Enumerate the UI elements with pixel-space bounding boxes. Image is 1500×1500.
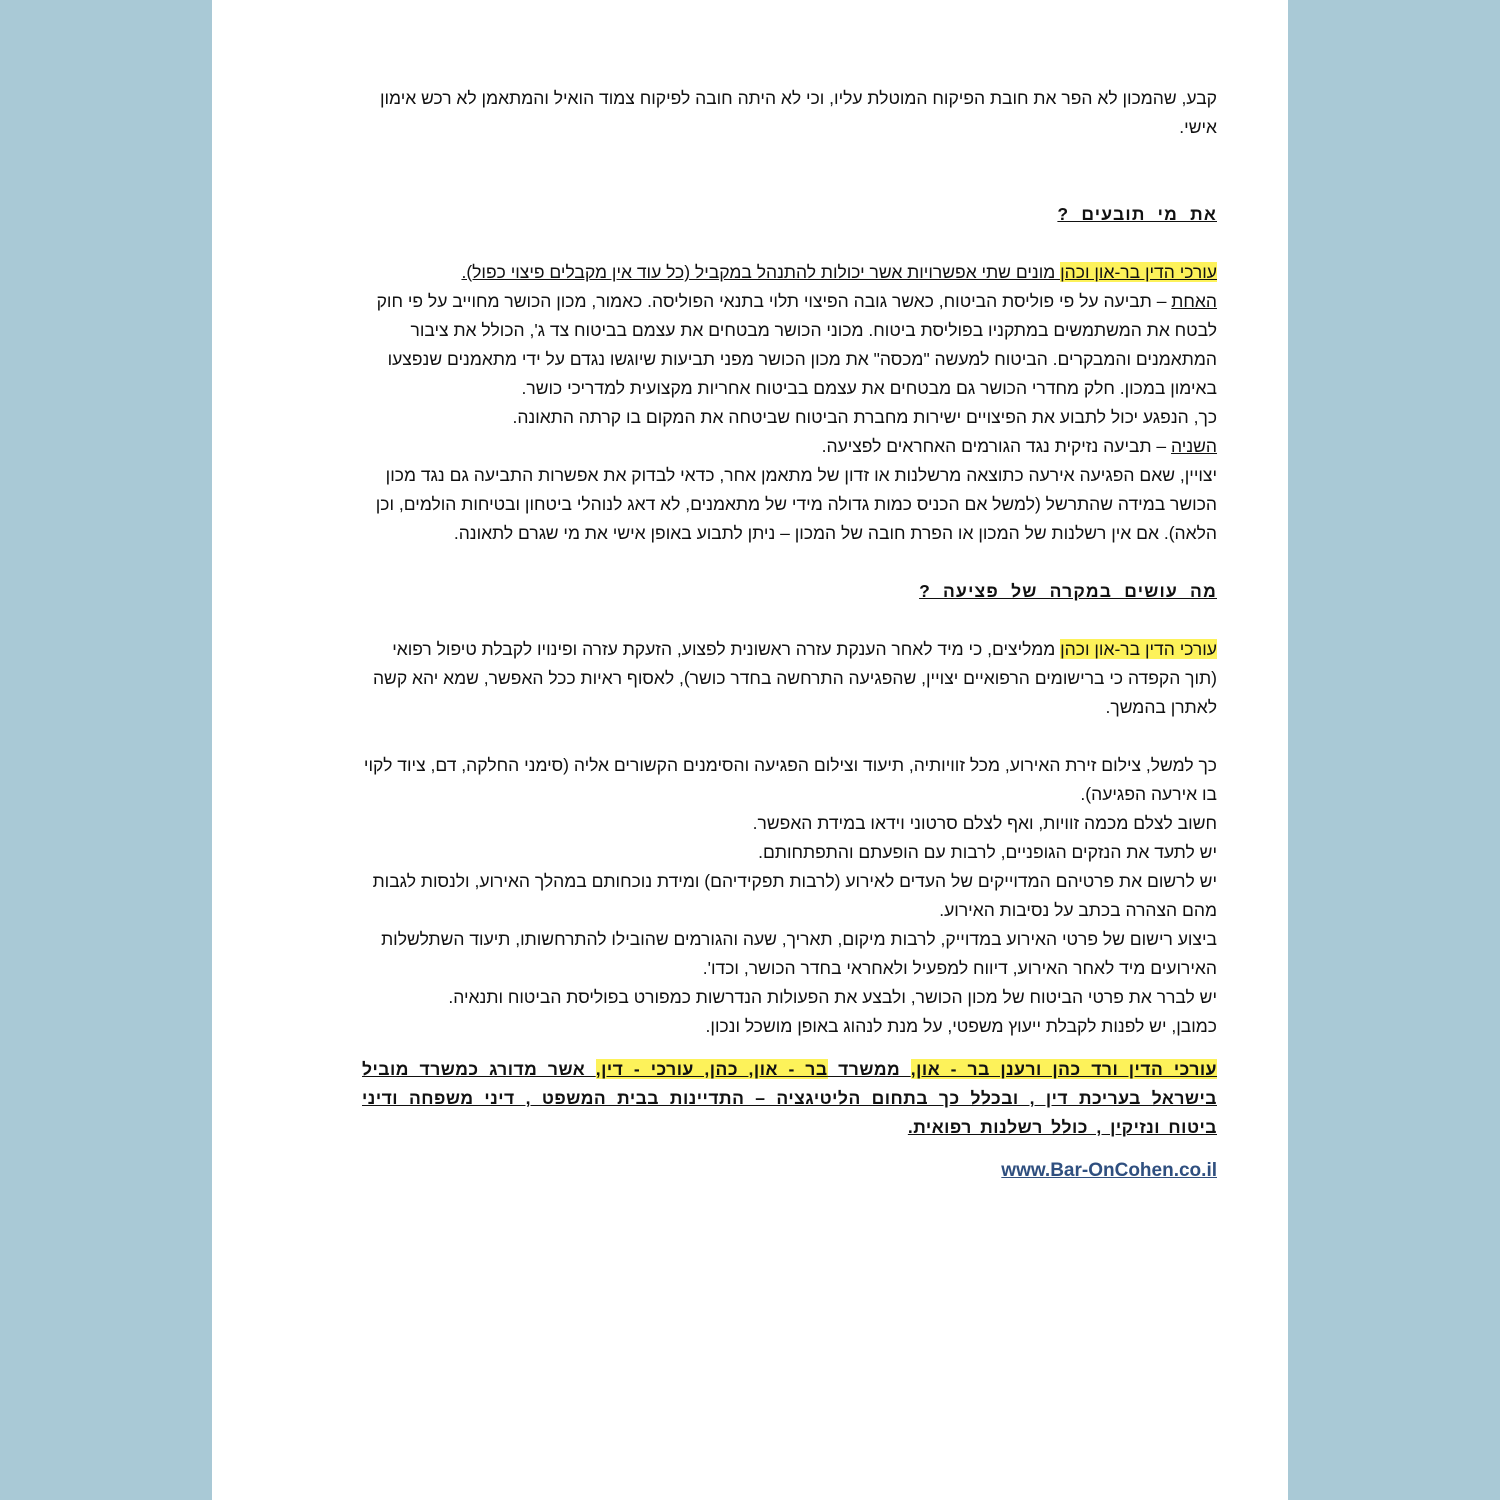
section1-lead <box>362 258 1217 287</box>
closing-paragraph <box>362 1055 1217 1142</box>
advice-item: יש לברר את פרטי הביטוח של מכון הכושר, ולבצע את הפעולות הנדרשות כמפורט בפוליסת הביטוח ותנאיה. <box>448 987 1217 1007</box>
advice-item: יש לרשום את פרטיהם המדוייקים של העדים לאירוע (לרבות תפקידיהם) ומידת נוכחותם במהלך האירוע, ולנסות לגבות מהם הצהרה בכתב על נסיבות האירוע. <box>372 871 1217 920</box>
section2-lead-text: ממליצים, כי מיד לאחר הענקת עזרה ראשונית לפצוע, הזעקת עזרה ופינויו לקבלת טיפול רפואי (תוך הקפדה כי ברישומים הרפואיים יצויין, שהפגיעה התרחשה בחדר כושר), לאסוף ראיות ככל האפשר, שמא יהא קשה לאתרן בהמשך. <box>372 639 1217 717</box>
closing-mid: ממשרד <box>827 1059 911 1079</box>
website-link[interactable]: www.Bar-OnCohen.co.il <box>1001 1160 1217 1181</box>
lawyers-highlight: עורכי הדין בר-און וכהן <box>1060 262 1217 282</box>
section-heading-who-to-sue: את מי תובעים ? <box>1057 204 1217 224</box>
advice-item: ביצוע רישום של פרטי האירוע במדוייק, לרבות מיקום, תאריך, שעה והגורמים שהובילו להתרחשותו, תיעוד השתלשלות האירועים מיד לאחר האירוע, דיווח למפעיל ולאחראי בחדר הכושר, וכדו'. <box>381 929 1217 978</box>
advice-item: כמובן, יש לפנות לקבלת ייעוץ משפטי, על מנת לנהוג באופן מושכל ונכון. <box>705 1016 1217 1036</box>
option-second-label: השניה <box>1171 436 1217 456</box>
closing-highlight-firm: בר - און, כהן, עורכי - דין, <box>595 1059 828 1079</box>
section2-lead <box>362 635 1217 722</box>
section-heading-injury: מה עושים במקרה של פציעה ? <box>919 581 1217 601</box>
section1-lead-text: מונים שתי אפשרויות אשר יכולות להתנהל במקביל (כל עוד אין מקבלים פיצוי כפול). <box>461 262 1061 282</box>
option-first-text2: כך, הנפגע יכול לתבוע את הפיצויים ישירות מחברת הביטוח שביטחה את המקום בו קרתה התאונה. <box>512 407 1217 427</box>
document-page <box>212 0 1288 1500</box>
section1-note: יצויין, שאם הפגיעה אירעה כתוצאה מרשלנות או זדון של מתאמן אחר, כדאי לבדוק את אפשרות התביעה גם נגד מכון הכושר במידה שהתרשל (למשל אם הכניס כמות גדולה מידי של מתאמנים, לא דאג לנוהלי ביטחון ובטיחות הולמים, וכן הלאה). אם אין רשלנות של המכון או הפרת חובה של המכון – ניתן לתבוע באופן אישי את מי שגרם לתאונה. <box>375 465 1217 543</box>
document-content <box>362 84 1217 1185</box>
lawyers-highlight: עורכי הדין בר-און וכהן <box>1060 639 1217 659</box>
advice-item: כך למשל, צילום זירת האירוע, מכל זוויותיה, תיעוד וצילום הפגיעה והסימנים הקשורים אליה (סימני החלקה, דם, ציוד לקוי בו אירעה הפגיעה). <box>363 755 1217 804</box>
option-second <box>362 432 1217 461</box>
intro-paragraph: קבע, שהמכון לא הפר את חובת הפיקוח המוטלת עליו, וכי לא היתה חובה לפיקוח צמוד הואיל והמתאמן לא רכש אימון אישי. <box>379 88 1217 137</box>
closing-highlight-names: עורכי הדין ורד כהן ורענן בר - און, <box>910 1059 1218 1079</box>
option-first <box>362 287 1217 403</box>
option-second-text: – תביעה נזיקית נגד הגורמים האחראים לפציעה. <box>821 436 1172 456</box>
option-first-label: האחת <box>1171 291 1217 311</box>
advice-item: יש לתעד את הנזקים הגופניים, לרבות עם הופעתם והתפתחותם. <box>758 842 1217 862</box>
closing-rest: אשר מדורג כמשרד מוביל בישראל בעריכת דין , ובכלל כך בתחום הליטיגציה – התדיינות בבית המשפט , דיני משפחה ודיני ביטוח ונזיקין , כולל רשלנות רפואית. <box>362 1059 1217 1137</box>
option-first-text: – תביעה על פי פוליסת הביטוח, כאשר גובה הפיצוי תלוי בתנאי הפוליסה. כאמור, מכון הכושר מחוייב על פי חוק לבטח את המשתמשים במתקניו בפוליסת ביטוח. מכוני הכושר מבטחים את עצמם בביטוח צד ג', הכולל את ציבור המתאמנים והמבקרים. הביטוח למעשה "מכסה" את מכון הכושר מפני תביעות שיוגשו נגדם על ידי מתאמנים שנפצעו באימון במכון. חלק מחדרי הכושר גם מבטחים את עצמם בביטוח אחריות מקצועית למדריכי כושר. <box>376 291 1217 398</box>
advice-item: חשוב לצלם מכמה זוויות, ואף לצלם סרטוני וידאו במידת האפשר. <box>752 813 1217 833</box>
